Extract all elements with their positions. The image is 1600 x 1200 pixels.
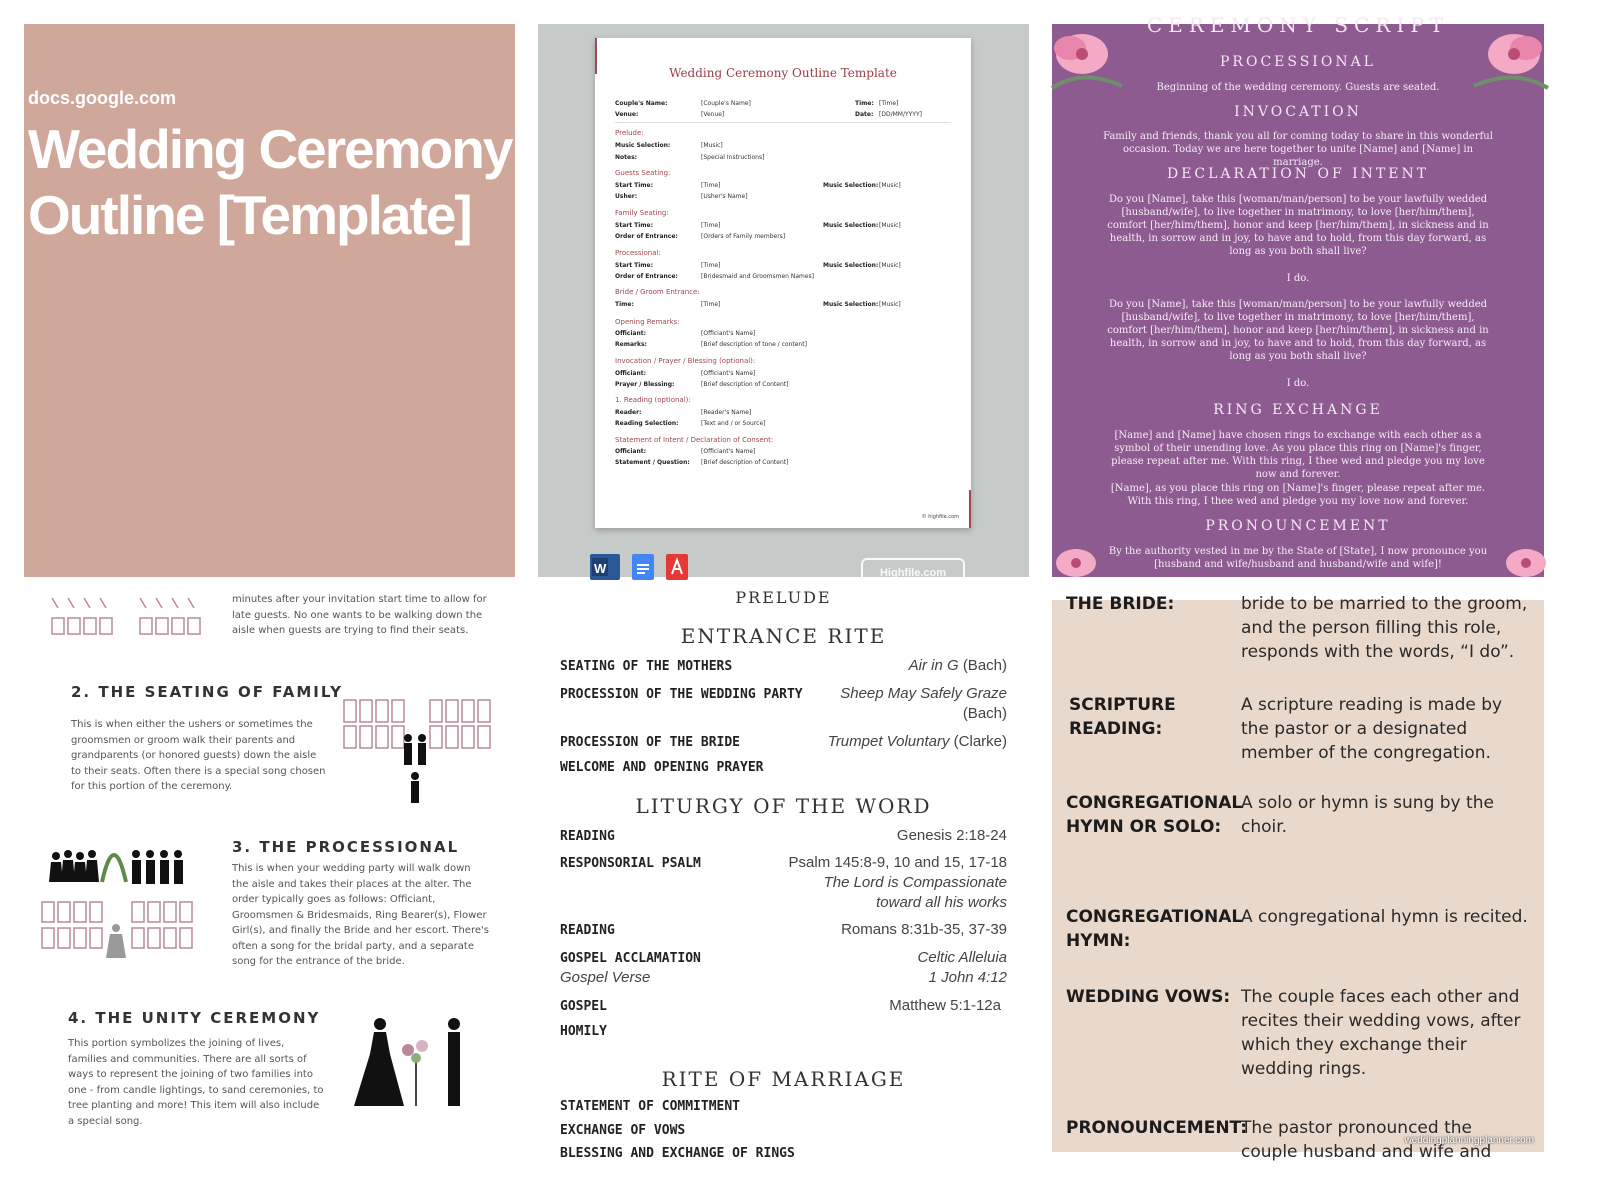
definition-congregational-hymn: A congregational hymn is recited. <box>1241 907 1528 927</box>
tile-google-docs-template[interactable] <box>24 24 515 577</box>
document-page <box>595 38 971 528</box>
program-detail: 1 John 4:12 <box>928 969 1007 986</box>
program-detail: Celtic Alleluia <box>917 949 1007 966</box>
heading-processional: PROCESSIONAL <box>1220 54 1376 70</box>
time-value: [Time] <box>879 100 899 107</box>
definition-wedding-vows: The couple faces each other and recites their wedding vows, after which they exchange their wedding rings. <box>1241 987 1521 1079</box>
program-detail: (Bach) <box>962 705 1007 722</box>
field-value: [Music] <box>879 222 901 229</box>
program-detail: Trumpet Voluntary (Clarke) <box>827 733 1007 750</box>
heading-prelude: PRELUDE <box>735 588 832 607</box>
pdf-icon[interactable] <box>666 554 688 580</box>
term-congregational-hymn-or-solo: CONGREGATIONAL HYMN OR SOLO: <box>1066 793 1243 837</box>
heading-unity-ceremony: 4. THE UNITY CEREMONY <box>68 1009 321 1027</box>
section-invocation: Invocation / Prayer / Blessing (optional): <box>615 357 756 365</box>
program-detail: The Lord is Compassionate <box>823 874 1007 891</box>
text-intro: minutes after your invitation start time to allow for late guests. No one wants to be walking down the aisle when guests are trying to find their seats. <box>232 594 487 636</box>
heading-pronouncement: PRONOUNCEMENT <box>1205 518 1391 534</box>
field-value: [Music] <box>879 301 901 308</box>
couples-name-label: Couple's Name: <box>615 100 668 107</box>
svg-text:W: W <box>594 561 607 576</box>
field-label: Notes: <box>615 154 638 161</box>
accent-bar <box>595 38 597 74</box>
program-detail: Romans 8:31b-35, 37-39 <box>841 921 1007 938</box>
program-item: RESPONSORIAL PSALM <box>560 856 701 871</box>
field-label: Music Selection: <box>823 262 879 269</box>
heading-seating-of-family: 2. THE SEATING OF FAMILY <box>71 683 343 701</box>
text-ring-2: [Name], as you place this ring on [Name]'s finger, please repeat after me. With this ring, I thee wed and pledge you my love now and forever. <box>1110 483 1486 507</box>
divider <box>615 122 951 123</box>
heading-invocation: INVOCATION <box>1234 104 1362 120</box>
text-ring-1: [Name] and [Name] have chosen rings to exchange with each other as a symbol of their unending love. As you place this ring on [Name]'s finger, please repeat after me. With this ring, I thee wed and pledge you my love now and forever. <box>1111 430 1485 480</box>
program-detail: Psalm 145:8-9, 10 and 15, 17-18 <box>788 854 1007 871</box>
program-item: READING <box>560 829 615 844</box>
time-label: Time: <box>855 100 874 107</box>
program-item: READING <box>560 923 615 938</box>
section-bride-groom: Bride / Groom Entrance: <box>615 288 700 296</box>
heading-liturgy-of-the-word: LITURGY OF THE WORD <box>635 794 932 818</box>
section-reading: 1. Reading (optional): <box>615 396 691 404</box>
text-declaration-2: Do you [Name], take this [woman/man/person] to be your lawfully wedded [husband/wife], to live together in matrimony, to love [her/him/them], comfort [her/him/them], honor and keep [her/him/them], in sickness and in health, in sorrow and in joy, to have and to hold, from this day forward, as long as you both shall live? <box>1107 299 1489 362</box>
heading-processional: 3. THE PROCESSIONAL <box>232 838 460 856</box>
venue-value: [Venue] <box>701 111 725 118</box>
text-i-do-1: I do. <box>1286 273 1310 284</box>
field-value: [Officiant's Name] <box>701 330 756 337</box>
tile-title: Wedding Ceremony Outline [Template] <box>28 118 512 246</box>
program-item: GOSPEL ACCLAMATION <box>560 951 701 966</box>
processional-illustration-icon <box>40 832 210 962</box>
tile-ceremony-order-illustrated[interactable] <box>24 594 515 1152</box>
term-pronouncement: PRONOUNCEMENT: <box>1066 1118 1248 1138</box>
flower-decoration-icon <box>1484 529 1554 579</box>
program-item: PROCESSION OF THE BRIDE <box>560 735 741 750</box>
field-value: [Brief description of Content] <box>701 381 789 388</box>
term-scripture-reading: SCRIPTURE READING: <box>1069 695 1176 739</box>
program-detail: Matthew 5:1-12a <box>889 997 1001 1014</box>
field-label: Prayer / Blessing: <box>615 381 675 388</box>
program-item: WELCOME AND OPENING PRAYER <box>560 760 764 775</box>
field-label: Music Selection: <box>823 222 879 229</box>
definition-congregational-hymn-or-solo: A solo or hymn is sung by the choir. <box>1241 793 1494 837</box>
program-item: Gospel Verse <box>560 969 651 986</box>
unity-ceremony-illustration-icon <box>350 1014 470 1114</box>
field-label: Time: <box>615 301 634 308</box>
field-value: [Time] <box>701 182 721 189</box>
heading-declaration: DECLARATION OF INTENT <box>1166 166 1430 182</box>
tile-ceremony-glossary[interactable] <box>1052 594 1544 1162</box>
heading-entrance-rite: ENTRANCE RITE <box>680 624 887 648</box>
script-title: CEREMONY SCRIPT <box>1146 13 1450 37</box>
field-value: [Text and / or Source] <box>701 420 766 427</box>
highfile-badge[interactable]: Highfile.com <box>861 558 965 588</box>
section-prelude: Prelude: <box>615 129 644 137</box>
date-label: Date: <box>855 111 874 118</box>
field-value: [Time] <box>701 262 721 269</box>
watermark: weddingplanningplanner.com <box>1404 1135 1534 1146</box>
program-detail: toward all his works <box>876 894 1007 911</box>
text-processional: This is when your wedding party will walk down the aisle and takes their places at the alter. The order typically goes as follows: Officiant, Groomsmen & Bridesmaids, Ring Bearer(s), Flower Girl(s), and finally the Bride and her escort. There's often a song for the bridal party, and a separate song for the entrance of the bride. <box>232 863 489 967</box>
program-item: HOMILY <box>560 1024 607 1039</box>
term-congregational-hymn: CONGREGATIONAL HYMN: <box>1066 907 1243 951</box>
field-label: Start Time: <box>615 222 654 229</box>
field-label: Order of Entrance: <box>615 233 678 240</box>
field-value: [Officiant's Name] <box>701 448 756 455</box>
field-label: Order of Entrance: <box>615 273 678 280</box>
definition-scripture-reading: A scripture reading is made by the pastor or a designated member of the congregation. <box>1241 695 1503 763</box>
tile-highfile-template[interactable] <box>538 24 1029 577</box>
program-item: SEATING OF THE MOTHERS <box>560 659 733 674</box>
text-declaration-1: Do you [Name], take this [woman/man/person] to be your lawfully wedded [husband/wife], to live together in matrimony, to love [her/him/them], comfort [her/him/them], honor and keep [her/him/them], in sickness and in health, in sorrow and in joy, to have and to hold, from this day forward, as long as you both shall live? <box>1107 194 1489 257</box>
field-label: Start Time: <box>615 182 654 189</box>
field-label: Remarks: <box>615 341 647 348</box>
document-footer: © highfile.com <box>921 514 959 520</box>
word-icon[interactable] <box>590 554 620 580</box>
field-label: Music Selection: <box>823 182 879 189</box>
text-seating-of-family: This is when either the ushers or sometimes the groomsmen or groom walk their parents and grandparents (or honored guests) down the aisle to their seats. Often there is a special song chosen for this portion of the ceremony. <box>71 719 326 792</box>
field-value: [Reader's Name] <box>701 409 752 416</box>
field-value: [Music] <box>879 262 901 269</box>
tile-wedding-program[interactable] <box>538 588 1029 1161</box>
section-guests: Guests Seating: <box>615 169 671 177</box>
heading-ring-exchange: RING EXCHANGE <box>1213 402 1383 418</box>
field-label: Reading Selection: <box>615 420 679 427</box>
family-seating-illustration-icon <box>342 696 494 806</box>
text-i-do-2: I do. <box>1286 378 1310 389</box>
field-value: [Music] <box>701 142 723 149</box>
program-detail: Genesis 2:18-24 <box>896 827 1007 844</box>
term-wedding-vows: WEDDING VOWS: <box>1066 987 1231 1007</box>
field-label: Music Selection: <box>615 142 671 149</box>
field-value: [Officiant's Name] <box>701 370 756 377</box>
section-family: Family Seating: <box>615 209 669 217</box>
field-value: [Bridesmaid and Groomsmen Names] <box>701 273 815 280</box>
field-label: Officiant: <box>615 448 646 455</box>
program-detail: Sheep May Safely Graze <box>840 685 1007 702</box>
field-label: Statement / Question: <box>615 459 690 466</box>
term-bride: THE BRIDE: <box>1066 594 1175 614</box>
date-value: [DD/MM/YYYY] <box>879 111 922 118</box>
field-value: [Special Instructions] <box>701 154 765 161</box>
field-value: [Brief description of tone / content] <box>701 341 807 348</box>
heading-rite-of-marriage: RITE OF MARRIAGE <box>661 1067 906 1091</box>
field-label: Music Selection: <box>823 301 879 308</box>
field-label: Officiant: <box>615 330 646 337</box>
program-item: GOSPEL <box>560 999 607 1014</box>
field-label: Officiant: <box>615 370 646 377</box>
venue-label: Venue: <box>615 111 639 118</box>
field-label: Start Time: <box>615 262 654 269</box>
field-label: Usher: <box>615 193 638 200</box>
source-label: docs.google.com <box>28 88 177 108</box>
program-item: BLESSING AND EXCHANGE OF RINGS <box>560 1146 795 1161</box>
definition-pronouncement: The pastor pronounced the couple husband and wife and <box>1241 1118 1492 1162</box>
field-value: [Orders of Family members] <box>701 233 786 240</box>
text-pronouncement: By the authority vested in me by the State of [State], I now pronounce you [husband and wife/husband and husband/wife and wife]! <box>1108 546 1488 570</box>
chairs-illustration-icon <box>50 596 220 642</box>
docs-icon[interactable] <box>632 554 654 580</box>
field-value: [Music] <box>879 182 901 189</box>
field-value: [Brief description of Content] <box>701 459 789 466</box>
program-item: STATEMENT OF COMMITMENT <box>560 1099 741 1114</box>
definition-bride: bride to be married to the groom, and the person filling this role, responds with the words, “I do”. <box>1241 594 1528 662</box>
accent-bar <box>969 490 971 528</box>
couples-name-value: [Couple's Name] <box>701 100 751 107</box>
field-value: [Time] <box>701 301 721 308</box>
section-opening: Opening Remarks: <box>615 318 680 326</box>
text-invocation: Family and friends, thank you all for coming today to share in this wonderful occasion. Today we are here together to unite [Name] and [Name] in marriage. <box>1103 131 1493 168</box>
field-label: Reader: <box>615 409 642 416</box>
field-value: [Time] <box>701 222 721 229</box>
document-title: Wedding Ceremony Outline Template <box>669 66 897 80</box>
program-detail: Air in G (Bach) <box>908 657 1007 674</box>
text-unity-ceremony: This portion symbolizes the joining of lives, families and communities. There are all sorts of ways to represent the joining of two families into one - from candle lightings, to sand ceremonies, to tree planting and more! This item will also include a special song. <box>68 1038 324 1127</box>
program-item: PROCESSION OF THE WEDDING PARTY <box>560 687 803 702</box>
text-processional: Beginning of the wedding ceremony. Guests are seated. <box>1156 82 1440 93</box>
tile-ceremony-script[interactable] <box>1052 13 1544 577</box>
section-processional: Processional: <box>615 249 661 257</box>
program-item: EXCHANGE OF VOWS <box>560 1123 686 1138</box>
section-statement: Statement of Intent / Declaration of Consent: <box>615 436 774 444</box>
field-value: [Usher's Name] <box>701 193 748 200</box>
